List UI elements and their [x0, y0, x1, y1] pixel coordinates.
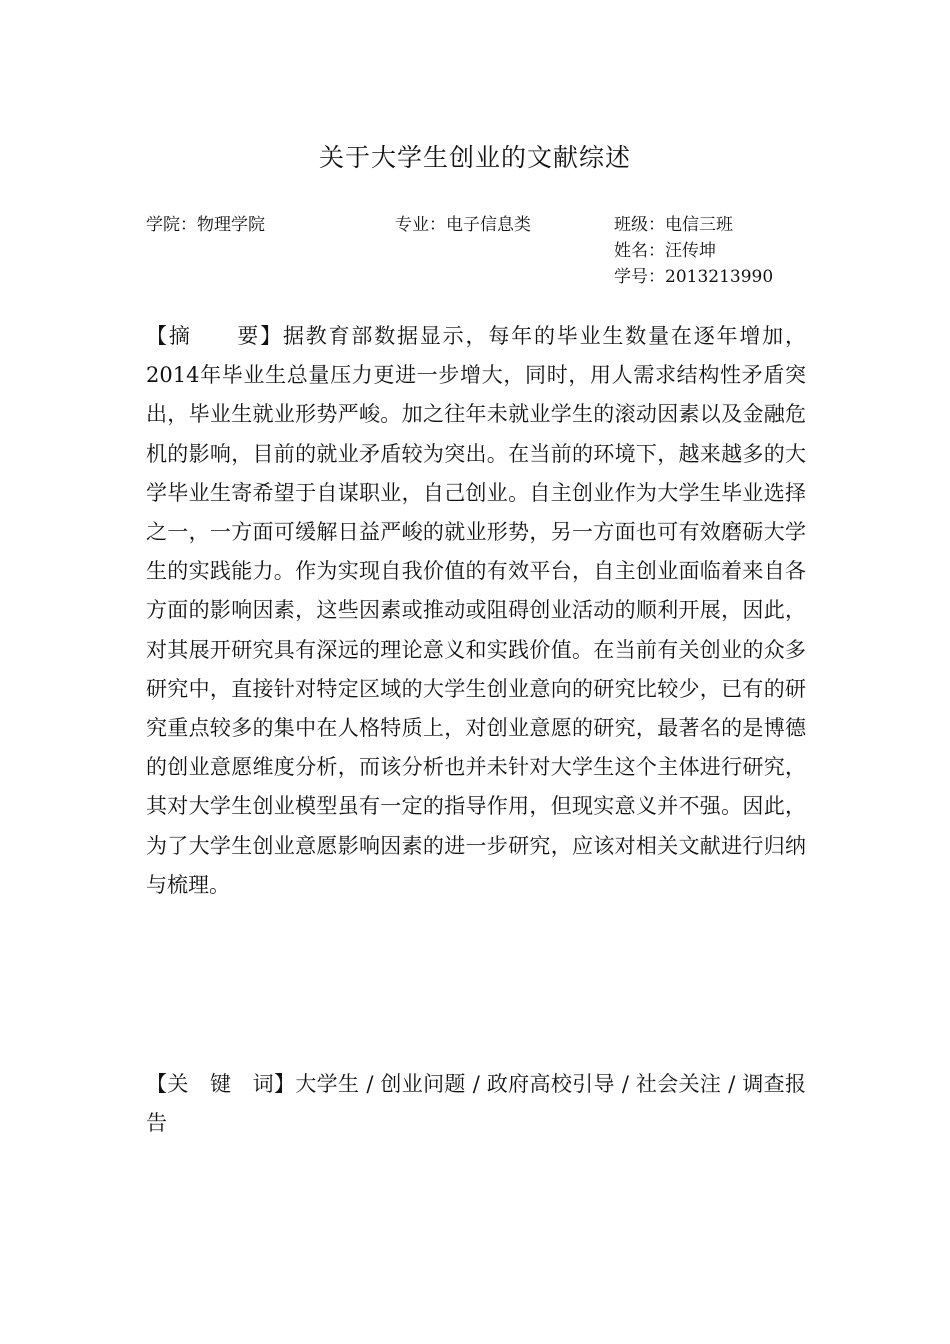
keywords-label: 【关 键 词】 — [146, 1072, 296, 1096]
keywords-paragraph — [146, 1065, 806, 1143]
abstract-paragraph — [146, 317, 806, 905]
keywords-text: 大学生 / 创业问题 / 政府高校引导 / 社会关注 / 调查报告 — [146, 1072, 807, 1135]
abstract-label: 【摘 要】 — [146, 324, 283, 348]
college-field: 学院：物理学院 — [146, 215, 265, 235]
name-field: 姓名：汪传坤 — [614, 241, 716, 261]
abstract-text: 据教育部数据显示，每年的毕业生数量在逐年增加，2014年毕业生总量压力更进一步增大，同时，用人需求结构性矛盾突出，毕业生就业形势严峻。加之往年未就业学生的滚动因素以及金融危机的影响，目前的就业矛盾较为突出。在当前的环境下，越来越多的大学毕业生寄希望于自谋职业，自己创业。自主创业作为大学生毕业选择之一，一方面可缓解日益严峻的就业形势，另一方面也可有效磨砺大学生的实践能力。作为实现自我价值的有效平台，自主创业面临着来自各方面的影响因素，这些因素或推动或阻碍创业活动的顺利开展，因此，对其展开研究具有深远的理论意义和实践价值。在当前有关创业的众多研究中，直接针对特定区域的大学生创业意向的研究比较少，已有的研究重点较多的集中在人格特质上，对创业意愿的研究，最著名的是博德的创业意愿维度分析，而该分析也并未针对大学生这个主体进行研究，其对大学生创业模型虽有一定的指导作用，但现实意义并不强。因此，为了大学生创业意愿影响因素的进一步研究，应该对相关文献进行归纳与梳理。 — [146, 324, 807, 897]
document-title: 关于大学生创业的文献综述 — [318, 143, 631, 172]
student-id-field: 学号：2013213990 — [614, 267, 774, 287]
class-field: 班级：电信三班 — [614, 215, 733, 235]
major-field: 专业：电子信息类 — [395, 215, 531, 235]
student-info-block — [614, 212, 773, 290]
